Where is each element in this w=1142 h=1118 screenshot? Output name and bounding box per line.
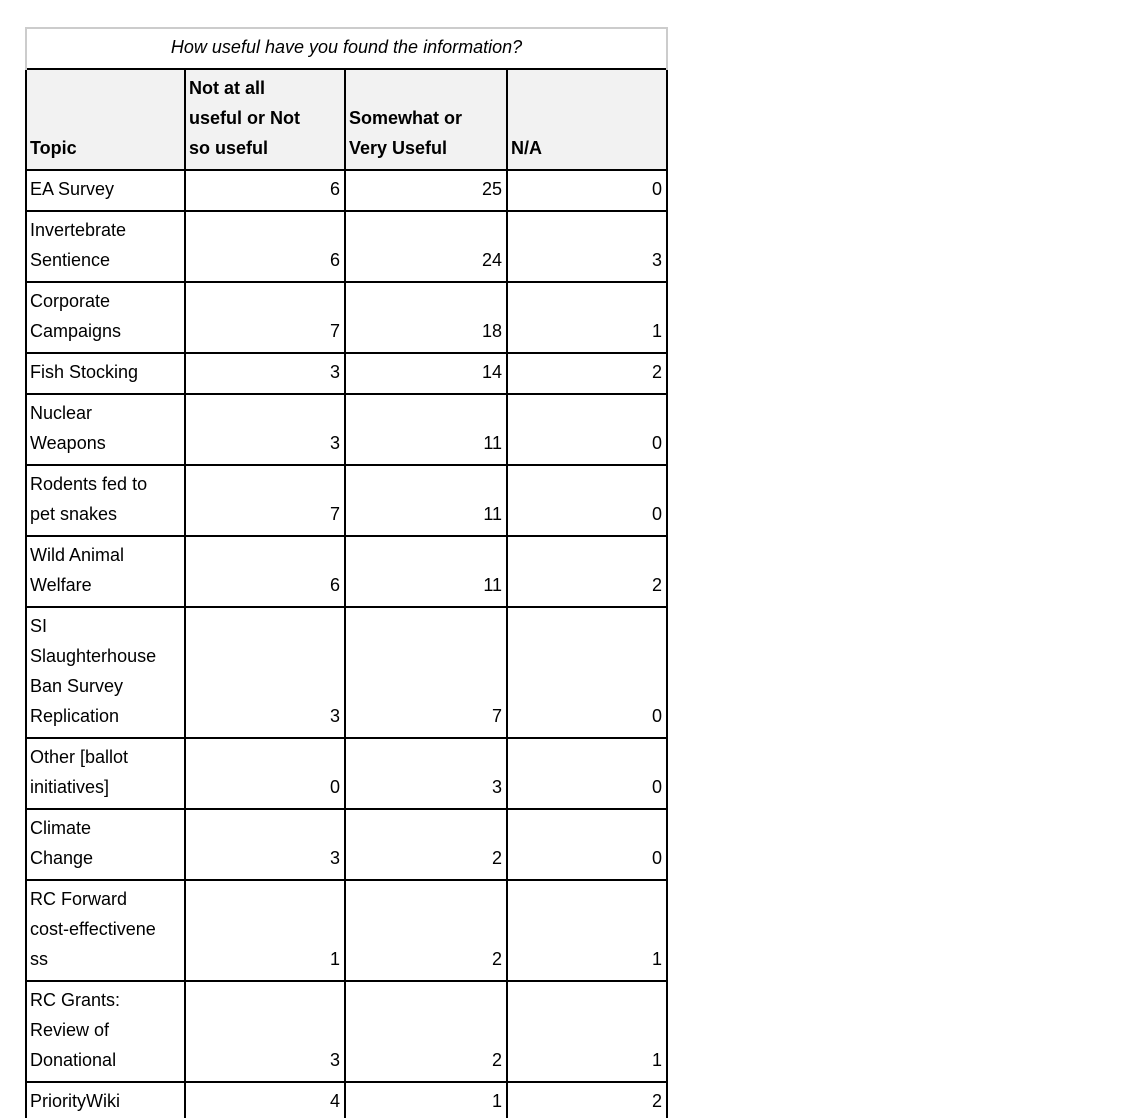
table-row <box>26 353 667 394</box>
not-useful-count-cell: 3 <box>185 809 345 880</box>
na-count-cell: 3 <box>507 211 667 282</box>
topic-cell: Wild Animal Welfare <box>26 536 185 607</box>
not-useful-count-cell: 3 <box>185 607 345 738</box>
table-body <box>26 170 667 1118</box>
na-count-cell: 0 <box>507 738 667 809</box>
topic-cell: Rodents fed to pet snakes <box>26 465 185 536</box>
topic-cell: Fish Stocking <box>26 353 185 394</box>
not-useful-count-cell: 7 <box>185 282 345 353</box>
table-row <box>26 1082 667 1118</box>
table-row <box>26 880 667 981</box>
na-count-cell: 1 <box>507 880 667 981</box>
table-row <box>26 465 667 536</box>
column-header-topic: Topic <box>26 69 185 170</box>
useful-count-cell: 1 <box>345 1082 507 1118</box>
topic-cell: Other [ballot initiatives] <box>26 738 185 809</box>
table-row <box>26 536 667 607</box>
table-row <box>26 282 667 353</box>
na-count-cell: 1 <box>507 282 667 353</box>
table-title: How useful have you found the information? <box>26 28 667 69</box>
table-row <box>26 394 667 465</box>
column-header-somewhat-very-useful: Somewhat or Very Useful <box>345 69 507 170</box>
not-useful-count-cell: 3 <box>185 394 345 465</box>
topic-cell: RC Forward cost-effectivene ss <box>26 880 185 981</box>
useful-count-cell: 11 <box>345 465 507 536</box>
useful-count-cell: 14 <box>345 353 507 394</box>
useful-count-cell: 24 <box>345 211 507 282</box>
useful-count-cell: 2 <box>345 981 507 1082</box>
topic-cell: SI Slaughterhouse Ban Survey Replication <box>26 607 185 738</box>
useful-count-cell: 2 <box>345 880 507 981</box>
topic-cell: Nuclear Weapons <box>26 394 185 465</box>
topic-cell: Corporate Campaigns <box>26 282 185 353</box>
na-count-cell: 0 <box>507 394 667 465</box>
table-row <box>26 981 667 1082</box>
table-row <box>26 738 667 809</box>
na-count-cell: 2 <box>507 536 667 607</box>
na-count-cell: 0 <box>507 170 667 211</box>
topic-cell: PriorityWiki <box>26 1082 185 1118</box>
na-count-cell: 2 <box>507 353 667 394</box>
na-count-cell: 2 <box>507 1082 667 1118</box>
na-count-cell: 0 <box>507 607 667 738</box>
not-useful-count-cell: 3 <box>185 353 345 394</box>
topic-cell: Climate Change <box>26 809 185 880</box>
table-row <box>26 170 667 211</box>
useful-count-cell: 11 <box>345 394 507 465</box>
topic-cell: RC Grants: Review of Donational <box>26 981 185 1082</box>
useful-count-cell: 7 <box>345 607 507 738</box>
useful-count-cell: 2 <box>345 809 507 880</box>
not-useful-count-cell: 7 <box>185 465 345 536</box>
not-useful-count-cell: 6 <box>185 211 345 282</box>
na-count-cell: 0 <box>507 465 667 536</box>
useful-count-cell: 25 <box>345 170 507 211</box>
topic-cell: EA Survey <box>26 170 185 211</box>
table-title-row <box>26 28 667 69</box>
not-useful-count-cell: 3 <box>185 981 345 1082</box>
topic-cell: Invertebrate Sentience <box>26 211 185 282</box>
table-row <box>26 607 667 738</box>
not-useful-count-cell: 4 <box>185 1082 345 1118</box>
useful-count-cell: 18 <box>345 282 507 353</box>
not-useful-count-cell: 0 <box>185 738 345 809</box>
not-useful-count-cell: 6 <box>185 170 345 211</box>
not-useful-count-cell: 6 <box>185 536 345 607</box>
table-row <box>26 211 667 282</box>
na-count-cell: 1 <box>507 981 667 1082</box>
column-header-na: N/A <box>507 69 667 170</box>
useful-count-cell: 11 <box>345 536 507 607</box>
usefulness-table <box>25 27 668 1118</box>
table-header-row <box>26 69 667 170</box>
not-useful-count-cell: 1 <box>185 880 345 981</box>
table-row <box>26 809 667 880</box>
useful-count-cell: 3 <box>345 738 507 809</box>
na-count-cell: 0 <box>507 809 667 880</box>
column-header-not-useful: Not at all useful or Not so useful <box>185 69 345 170</box>
